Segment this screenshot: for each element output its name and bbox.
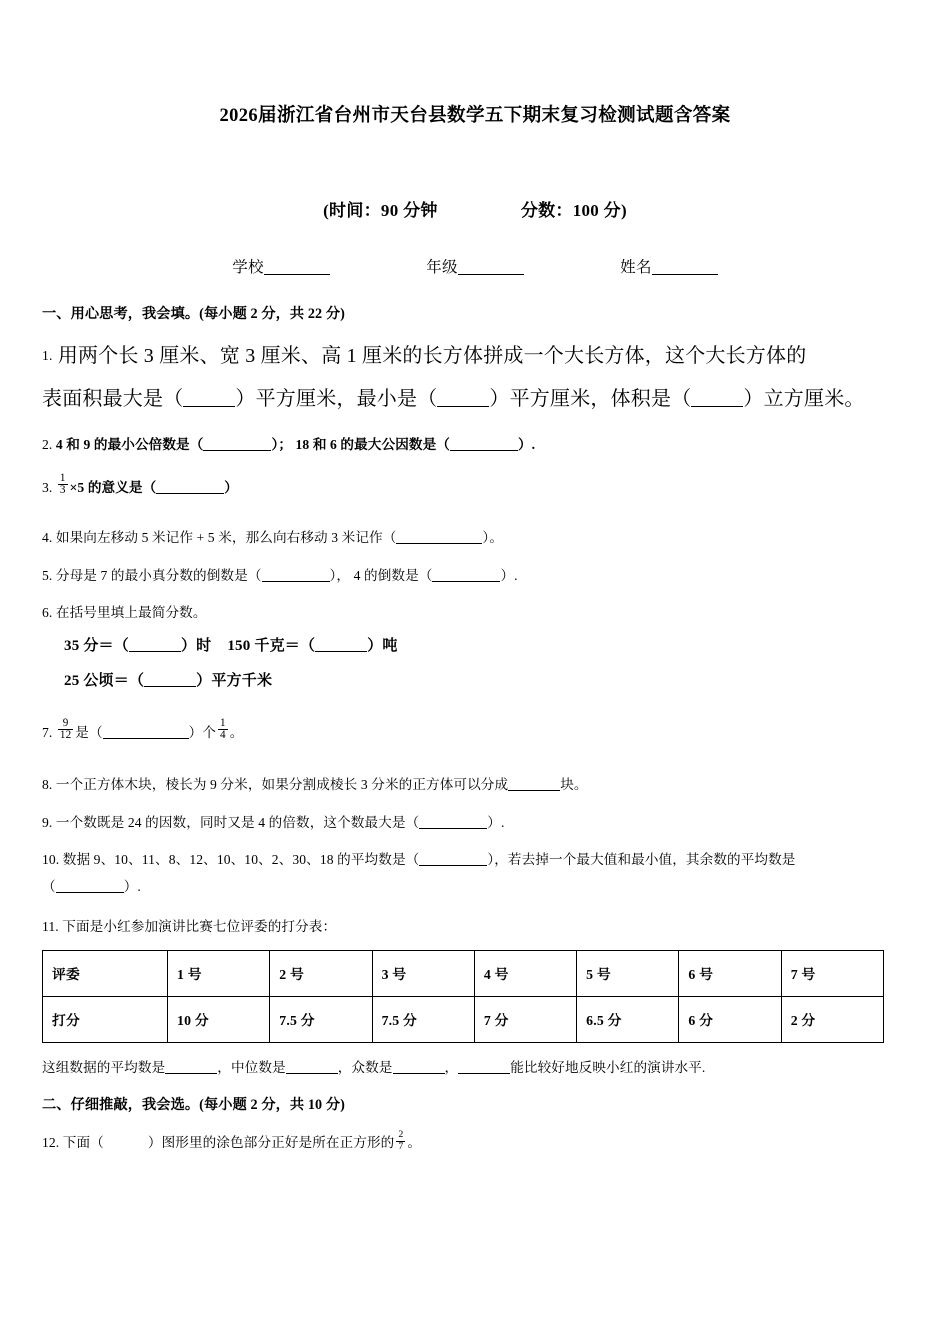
table-cell-score-2: 7.5 分 <box>270 996 372 1042</box>
question-3-number: 3. <box>42 479 53 495</box>
question-7 <box>42 716 908 747</box>
table-cell-judge-2: 2 号 <box>270 950 372 996</box>
question-11-blank-mean[interactable] <box>165 1073 217 1074</box>
table-cell-score-4: 7 分 <box>474 996 576 1042</box>
question-6-line2-b: ）平方千米 <box>196 673 273 690</box>
question-6-blank-3[interactable] <box>144 686 196 687</box>
question-2-blank-2[interactable] <box>450 450 518 451</box>
question-7-fraction-1-numerator: 9 <box>62 716 69 729</box>
question-10-blank-1[interactable] <box>419 865 487 866</box>
score-table <box>42 950 884 1043</box>
question-3-fraction-denominator: 3 <box>59 483 66 496</box>
question-7-fraction-1-denominator: 12 <box>59 728 72 741</box>
table-header-judges: 评委 <box>43 950 168 996</box>
question-2-blank-1[interactable] <box>203 450 271 451</box>
question-7-blank-1[interactable] <box>103 738 189 739</box>
question-2-text-a: 4 和 9 的最小公倍数是（ <box>55 437 204 453</box>
question-1-line1: 用两个长 3 厘米、宽 3 厘米、高 1 厘米的长方体拼成一个大长方体，这个大长方体的 <box>57 345 807 368</box>
question-11-after-a: 这组数据的平均数是 <box>42 1059 166 1075</box>
question-5-number: 5. <box>42 567 53 583</box>
question-10-text-a: 数据 9、10、11、8、12、10、10、2、30、18 的平均数是（ <box>62 852 420 868</box>
question-6-line1-d: ）吨 <box>367 637 398 654</box>
name-field-input[interactable] <box>652 274 718 275</box>
question-6-line1-b: ）时 <box>180 637 212 654</box>
question-6-number: 6. <box>42 605 53 621</box>
question-5-text-b: ）， 4 的倒数是（ <box>329 567 433 583</box>
question-12 <box>42 1130 908 1157</box>
question-5-text-c: ）. <box>500 567 518 583</box>
question-11-after-b: ，中位数是 <box>217 1059 286 1075</box>
table-cell-score-7: 2 分 <box>781 996 883 1042</box>
table-cell-judge-1: 1 号 <box>168 950 270 996</box>
table-cell-judge-5: 5 号 <box>577 950 679 996</box>
question-8-text-a: 一个正方体木块，棱长为 9 分米，如果分割成棱长 3 分米的正方体可以分成 <box>55 777 509 793</box>
question-10-text-d: ）. <box>123 878 141 894</box>
question-3 <box>42 471 908 502</box>
question-6-text: 在括号里填上最简分数。 <box>55 605 207 621</box>
question-10-number: 10. <box>42 852 60 868</box>
question-11-number: 11. <box>42 919 59 935</box>
question-7-fraction-2-denominator: 4 <box>220 728 226 741</box>
question-3-blank-1[interactable] <box>156 493 224 494</box>
section-one-heading: 一、用心思考，我会填。(每小题 2 分，共 22 分) <box>42 306 345 323</box>
grade-field-input[interactable] <box>458 274 524 275</box>
table-cell-score-3: 7.5 分 <box>372 996 474 1042</box>
question-8 <box>42 772 908 799</box>
question-3-fraction <box>58 473 68 497</box>
question-4-blank-1[interactable] <box>396 543 482 544</box>
question-1-line2b: ）平方厘米，最小是（ <box>235 388 438 411</box>
table-cell-score-1: 10 分 <box>168 996 270 1042</box>
question-1-line2a: 表面积最大是（ <box>42 388 184 411</box>
question-2 <box>42 432 908 459</box>
question-12-fraction <box>396 1130 405 1152</box>
exam-score-label: 分数：100 分) <box>520 201 627 221</box>
table-cell-judge-6: 6 号 <box>679 950 781 996</box>
question-9 <box>42 810 908 837</box>
question-8-text-b: 块。 <box>560 777 588 793</box>
question-6-blank-1[interactable] <box>129 651 181 652</box>
question-6 <box>42 600 908 627</box>
question-10 <box>42 847 908 900</box>
name-field-label: 姓名 <box>620 259 652 277</box>
question-10-text-b: ），若去掉一个最大值和最小值，其余数的平均数是 <box>487 852 796 868</box>
question-6-line-2 <box>42 666 908 698</box>
question-1-number: 1. <box>42 348 53 364</box>
question-4-text-b: ）。 <box>482 530 504 546</box>
question-11-blank-median[interactable] <box>286 1073 338 1074</box>
question-1-blank-1[interactable] <box>183 406 235 407</box>
table-cell-judge-4: 4 号 <box>474 950 576 996</box>
question-8-blank-1[interactable] <box>508 790 560 791</box>
question-11 <box>42 914 908 941</box>
question-12-fraction-denominator: 7 <box>398 1140 404 1152</box>
table-row-judges <box>43 950 884 996</box>
question-10-blank-2[interactable] <box>56 892 124 893</box>
question-6-line-1 <box>42 631 908 663</box>
question-4-text-a: 如果向左移动 5 米记作 + 5 米，那么向右移动 3 米记作（ <box>55 530 397 546</box>
question-12-text-c: 。 <box>407 1135 422 1151</box>
question-11-after-e: 能比较好地反映小红的演讲水平. <box>510 1059 706 1075</box>
question-8-number: 8. <box>42 777 53 793</box>
question-3-fraction-numerator: 1 <box>59 471 66 484</box>
question-11-followup <box>42 1055 908 1081</box>
question-1-line2d: ）立方厘米。 <box>743 388 865 411</box>
question-4 <box>42 525 908 552</box>
question-6-line2-a: 25 公顷＝（ <box>64 673 145 690</box>
question-2-text-b: ）； 18 和 6 的最大公因数是（ <box>271 437 450 453</box>
question-6-line1-c: 150 千克＝（ <box>227 637 316 654</box>
question-11-blank-best[interactable] <box>458 1073 510 1074</box>
student-fields <box>42 255 908 277</box>
table-row-scores <box>43 996 884 1042</box>
question-7-fraction-2 <box>218 718 228 742</box>
question-7-fraction-2-numerator: 1 <box>220 716 226 729</box>
table-cell-score-5: 6.5 分 <box>577 996 679 1042</box>
question-7-number: 7. <box>42 724 53 740</box>
question-11-prompt: 下面是小红参加演讲比赛七位评委的打分表： <box>62 919 337 935</box>
question-10-text-c: （ <box>42 878 56 894</box>
school-field-input[interactable] <box>264 274 330 275</box>
question-9-text-a: 一个数既是 24 的因数，同时又是 4 的倍数，这个数最大是（ <box>55 814 420 830</box>
question-12-text-b: ）图形里的涂色部分正好是所在正方形的 <box>147 1135 395 1151</box>
question-3-text-a: ×5 的意义是（ <box>69 479 157 495</box>
question-2-number: 2. <box>42 437 53 453</box>
exam-meta <box>42 196 908 221</box>
question-5-blank-1[interactable] <box>262 581 330 582</box>
question-1-line2c: ）平方厘米，体积是（ <box>489 388 692 411</box>
question-1 <box>42 335 908 421</box>
question-7-text-c: 。 <box>229 724 244 740</box>
question-11-after-c: ，众数是 <box>337 1059 393 1075</box>
question-7-text-a: 是（ <box>75 724 103 740</box>
table-header-scores: 打分 <box>43 996 168 1042</box>
question-9-number: 9. <box>42 814 53 830</box>
question-5-text-a: 分母是 7 的最小真分数的倒数是（ <box>55 567 262 583</box>
question-9-text-b: ）. <box>487 814 505 830</box>
page-title: 2026届浙江省台州市天台县数学五下期末复习检测试题含答案 <box>219 106 731 126</box>
question-11-after-d: ， <box>444 1059 459 1075</box>
question-1-blank-2[interactable] <box>437 406 489 407</box>
question-12-text-a: 下面（ <box>62 1135 104 1151</box>
question-6-line1-a: 35 分＝（ <box>64 637 129 654</box>
question-6-blank-2[interactable] <box>315 651 367 652</box>
school-field-label: 学校 <box>232 259 264 277</box>
table-cell-score-6: 6 分 <box>679 996 781 1042</box>
question-5-blank-2[interactable] <box>432 581 500 582</box>
section-two-heading: 二、仔细推敲，我会选。(每小题 2 分，共 10 分) <box>42 1097 345 1114</box>
question-7-text-b: ）个 <box>188 724 217 740</box>
question-9-blank-1[interactable] <box>419 828 487 829</box>
exam-time-label: (时间：90 分钟 <box>323 201 438 221</box>
table-cell-judge-7: 7 号 <box>781 950 883 996</box>
table-cell-judge-3: 3 号 <box>372 950 474 996</box>
question-5 <box>42 563 908 590</box>
question-12-fraction-numerator: 2 <box>398 1129 404 1141</box>
question-1-blank-3[interactable] <box>691 406 743 407</box>
grade-field-label: 年级 <box>426 259 458 277</box>
question-3-text-b: ） <box>224 479 238 495</box>
question-11-blank-mode[interactable] <box>393 1073 445 1074</box>
question-2-text-c: ）. <box>517 437 536 453</box>
question-7-fraction-1 <box>58 718 73 742</box>
question-4-number: 4. <box>42 530 53 546</box>
question-12-number: 12. <box>42 1135 60 1151</box>
